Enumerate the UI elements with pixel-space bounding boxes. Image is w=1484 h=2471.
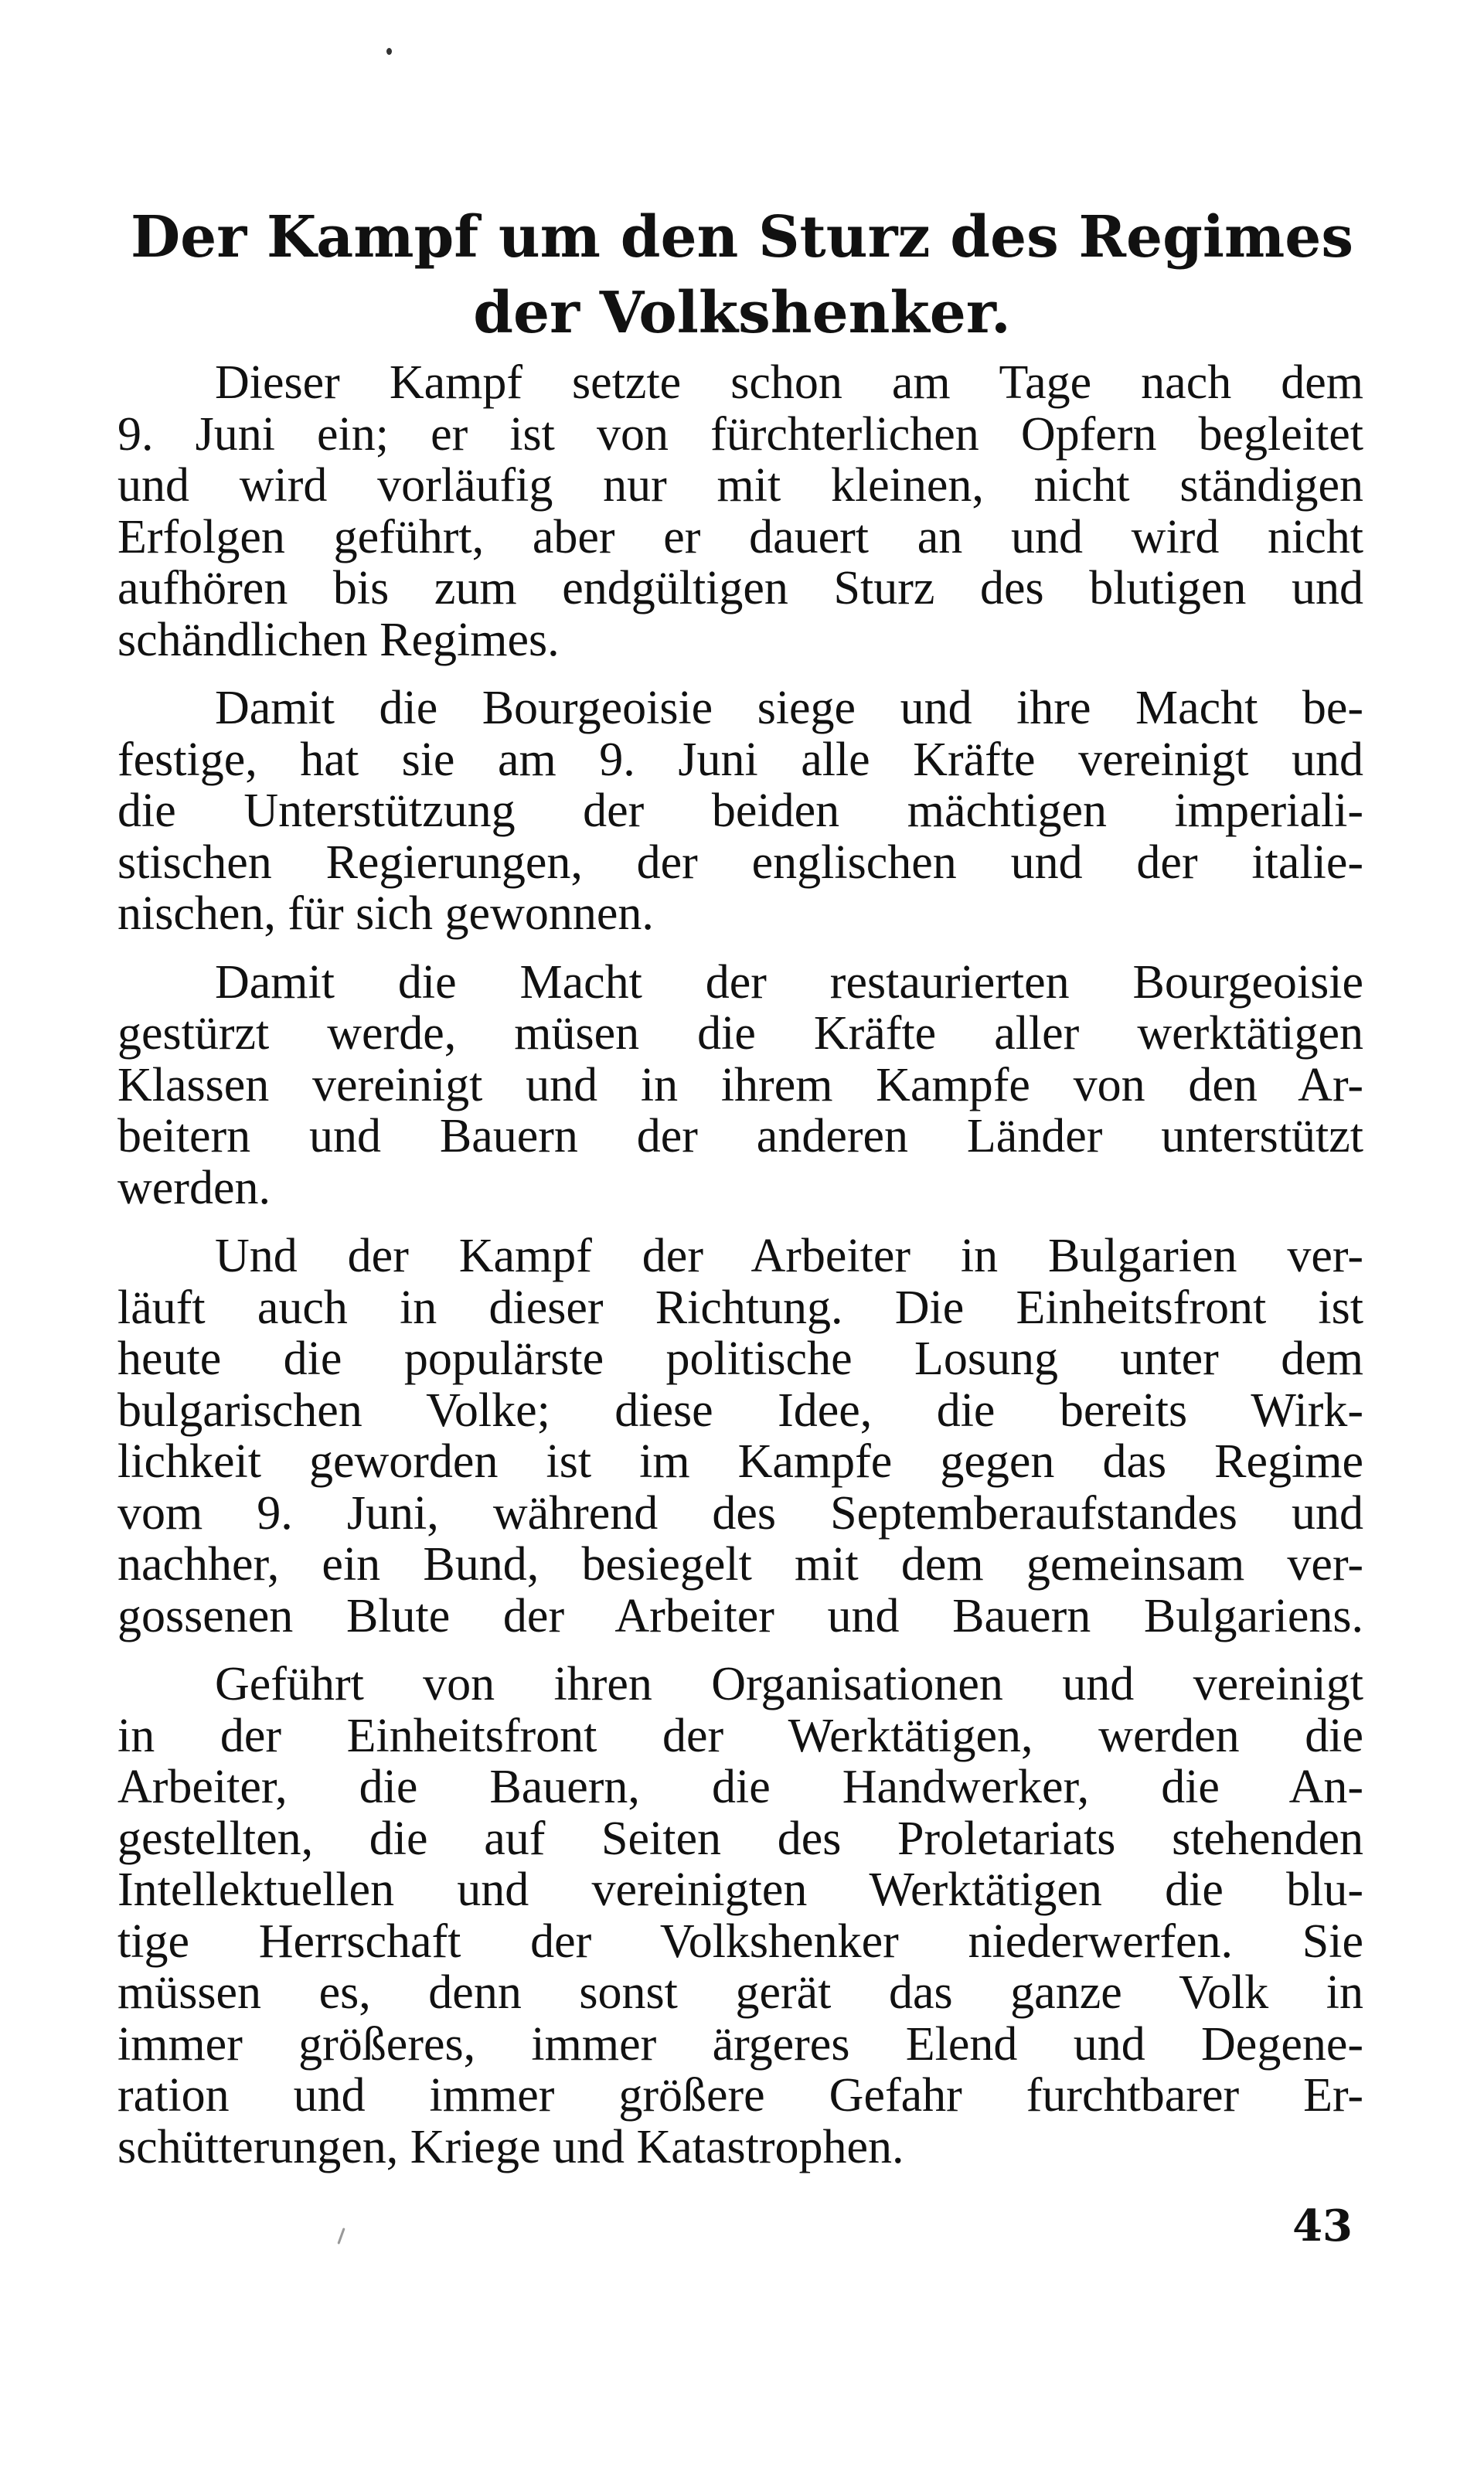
text-line: gestürzt werde, müsen die Kräfte aller werktätigen [117, 1007, 1363, 1060]
text-line: Klassen vereinigt und in ihrem Kampfe von den Ar- [117, 1058, 1363, 1111]
body-text [117, 357, 1363, 2190]
text-line: lichkeit geworden ist im Kampfe gegen das Regime [117, 1435, 1363, 1488]
text-line: und wird vorläufig nur mit kleinen, nicht ständigen [117, 459, 1363, 512]
text-line: beitern und Bauern der anderen Länder unterstützt [117, 1110, 1363, 1162]
paragraph-3 [117, 957, 1363, 1214]
title-line-1: Der Kampf um den Sturz des Regimes [130, 204, 1354, 271]
text-line: 9. Juni ein; er ist von fürchterlichen Opfern begleitet [117, 407, 1363, 461]
text-line: bulgarischen Volke; diese Idee, die bereits Wirk- [117, 1384, 1363, 1437]
text-line: die Unterstützung der beiden mächtigen imperiali- [117, 785, 1363, 837]
page-number: 43 [1292, 2200, 1353, 2251]
paragraph-4 [117, 1230, 1363, 1642]
chapter-title [116, 199, 1368, 351]
ink-speck [337, 2228, 345, 2245]
text-line: stischen Regierungen, der englischen und der italie- [117, 836, 1363, 889]
text-line: schändlichen Regimes. [117, 613, 560, 666]
text-line: vom 9. Juni, während des Septemberaufstandes und [117, 1486, 1363, 1540]
text-line: gossenen Blute der Arbeiter und Bauern Bulgariens. [117, 1589, 1363, 1642]
text-line: Dieser Kampf setzte schon am Tage nach dem [215, 356, 1363, 409]
text-line: schütterungen, Kriege und Katastrophen. [117, 2120, 904, 2173]
paragraph-5 [117, 1659, 1363, 2173]
text-line: nischen, für sich gewonnen. [117, 887, 654, 940]
text-line: Damit die Macht der restaurierten Bourgeoisie [215, 955, 1363, 1009]
paragraph-1 [117, 357, 1363, 665]
text-line: Arbeiter, die Bauern, die Handwerker, die An- [117, 1761, 1363, 1813]
text-line: festige, hat sie am 9. Juni alle Kräfte vereinigt und [117, 733, 1363, 786]
title-line-2: der Volkshenker. [473, 280, 1011, 346]
text-line: Erfolgen geführt, aber er dauert an und wird nicht [117, 510, 1363, 563]
text-line: aufhören bis zum endgültigen Sturz des blutigen und [117, 562, 1363, 614]
text-line: Damit die Bourgeoisie siege und ihre Macht be- [215, 682, 1363, 734]
text-line: ration und immer größere Gefahr furchtbarer Er- [117, 2069, 1363, 2122]
text-line: läuft auch in dieser Richtung. Die Einheitsfront ist [117, 1281, 1363, 1334]
text-line: in der Einheitsfront der Werktätigen, werden die [117, 1709, 1363, 1762]
text-line: müssen es, denn sonst gerät das ganze Volk in [117, 1966, 1363, 2019]
text-line: nachher, ein Bund, besiegelt mit dem gemeinsam ver- [117, 1538, 1363, 1591]
text-line: tige Herrschaft der Volkshenker niederwerfen. Sie [117, 1915, 1363, 1968]
paragraph-2 [117, 682, 1363, 940]
text-line: Und der Kampf der Arbeiter in Bulgarien ver- [215, 1230, 1363, 1282]
text-line: immer größeres, immer ärgeres Elend und Degene- [117, 2017, 1363, 2071]
ink-speck [386, 48, 392, 55]
text-line: Intellektuellen und vereinigten Werktätigen die blu- [117, 1863, 1363, 1916]
text-line: gestellten, die auf Seiten des Proletariats stehenden [117, 1812, 1363, 1865]
text-line: werden. [117, 1161, 271, 1214]
text-line: Geführt von ihren Organisationen und vereinigt [215, 1658, 1363, 1710]
text-line: heute die populärste politische Losung unter dem [117, 1333, 1363, 1385]
